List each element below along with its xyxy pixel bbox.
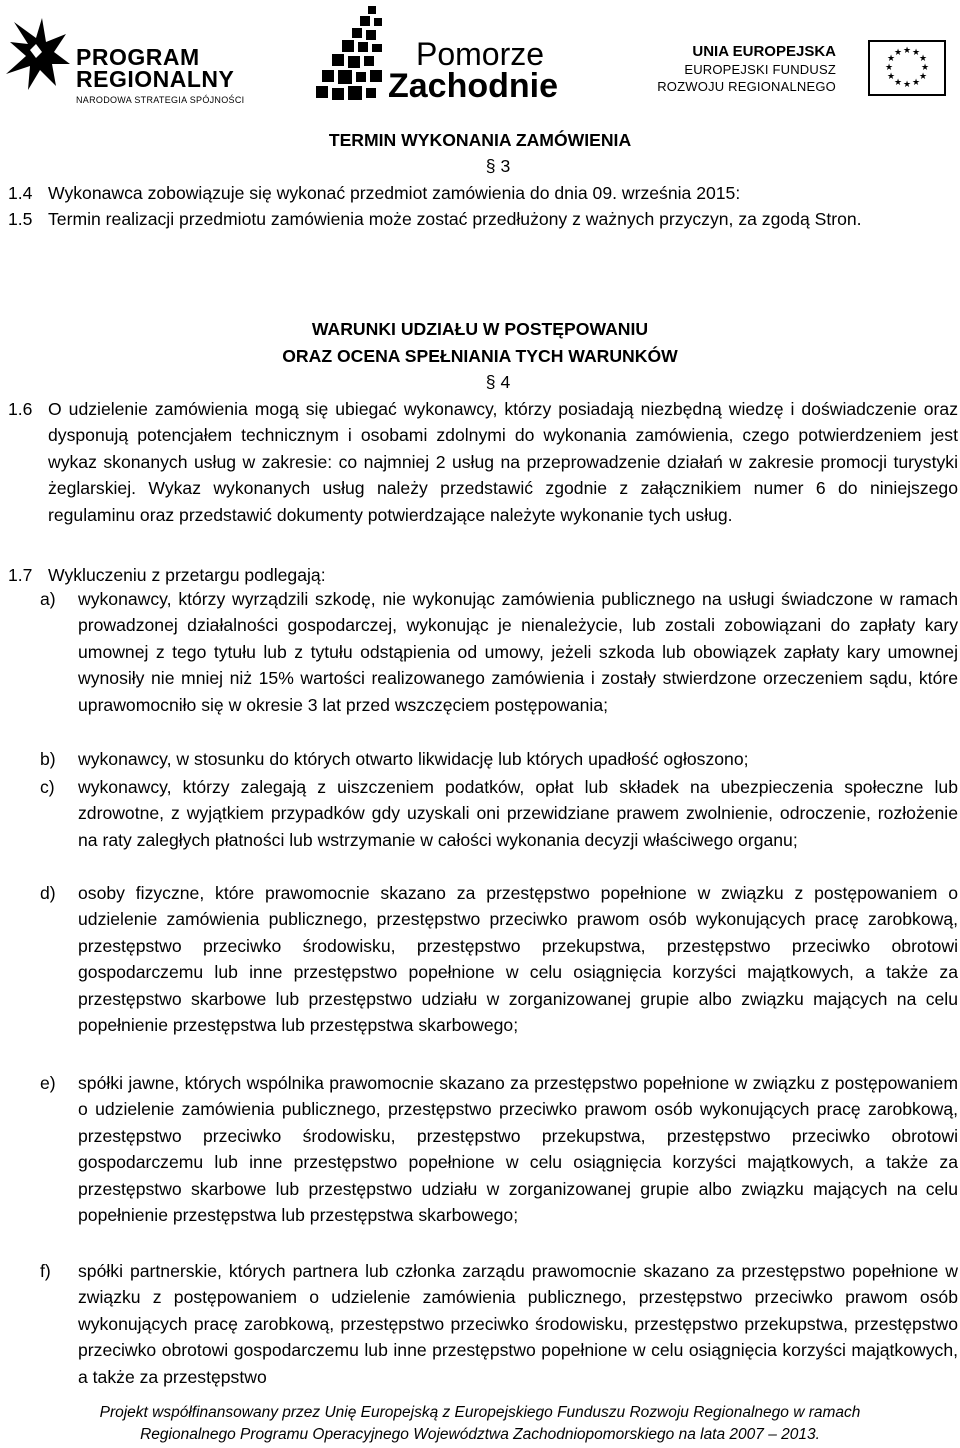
footer-line1: Projekt współfinansowany przez Unię Europejską z Europejskiego Funduszu Rozwoju Regionalnego w ramach bbox=[99, 1404, 861, 1421]
p15-text: Termin realizacji przedmiotu zamówienia może zostać przedłużony z ważnych przyczyn, za zgodą Stron. bbox=[48, 209, 862, 229]
svg-text:★: ★ bbox=[911, 78, 921, 88]
p14-text: Wykonawca zobowiązuje się wykonać przedmiot zamówienia do dnia 09. września 2015: bbox=[48, 183, 741, 203]
program-logo-subtitle: NARODOWA STRATEGIA SPÓJNOŚCI bbox=[76, 95, 245, 105]
program-regionalny-logo bbox=[6, 14, 266, 106]
svg-text:★: ★ bbox=[918, 72, 928, 82]
item-a-label: a) bbox=[40, 589, 56, 609]
p14-number: 1.4 bbox=[8, 183, 33, 203]
eu-logo-line1: UNIA EUROPEJSKA bbox=[692, 43, 836, 60]
pomorze-logo-line2: Zachodnie bbox=[388, 67, 559, 105]
item-c-label: c) bbox=[40, 777, 55, 797]
svg-text:★: ★ bbox=[893, 48, 903, 58]
item-d-text: osoby fizyczne, które prawomocnie skazano za przestępstwo popełnione w związku z postępowaniem o udzielenie zamówienia publicznego, przestępstwo przeciwko prawom osób wykonujących pracę zarobkową, przestępstwo przeciwko środowisku, przestępstwo przekupstwa, przestępstwo przeciwko obrotowi gospodarczemu lub inne przestępstwo popełnione w celu osiągnięcia korzyści majątkowych, a także za przestępstwo skarbowe lub przestępstwo udziału w zorganizowanej grupie albo związku mających na celu popełnienie przestępstwa lub przestępstwa skarbowego; bbox=[78, 883, 958, 1036]
eu-logo-line2: EUROPEJSKI FUNDUSZ bbox=[684, 62, 836, 77]
item-b-text: wykonawcy, w stosunku do których otwarto likwidację lub których upadłość ogłoszono; bbox=[78, 749, 749, 769]
item-e-label: e) bbox=[40, 1073, 56, 1093]
p15-number: 1.5 bbox=[8, 209, 33, 229]
p16-number: 1.6 bbox=[8, 399, 33, 419]
p16-text: O udzielenie zamówienia mogą się ubiegać wykonawcy, którzy posiadają niezbędną wiedzę i doświadczenie oraz dysponują potencjałem technicznym i osobami zdolnymi do wykonania zamówienia, czego potwierdzeniem jest wykaz skonanych usług w zakresie: co najmniej 2 usług na przeprowadzenie działań w zakresie promocji turystyki żeglarskiej. Wykaz wykonanych usług należy przedstawić zgodnie z załącznikiem numer 6 do niniejszego regulaminu oraz przedstawić dokumenty potwierdzające należyte wykonanie tych usług. bbox=[48, 399, 958, 525]
program-logo-line1: PROGRAM bbox=[76, 44, 200, 70]
svg-text:★: ★ bbox=[920, 63, 930, 73]
section3-number: § 3 bbox=[485, 156, 511, 176]
pomorze-logo-line1: Pomorze bbox=[416, 36, 545, 72]
item-f-text: spółki partnerskie, których partnera lub członka zarządu prawomocnie skazano za przestępstwo popełnione w związku z postępowaniem o udzielenie zamówienia publicznego, przestępstwo przeciwko prawom osób wykonujących pracę zarobkową, przestępstwo przeciwko środowisku, przestępstwo przekupstwa, przestępstwo przeciwko obrotowi gospodarczemu lub inne przestępstwo popełnione w celu osiągnięcia korzyści majątkowych, a także za przestępstwo bbox=[78, 1261, 958, 1387]
svg-text:★: ★ bbox=[886, 54, 896, 64]
p17-number: 1.7 bbox=[8, 565, 33, 585]
item-e-text: spółki jawne, których wspólnika prawomocnie skazano za przestępstwo popełnione w związku z postępowaniem o udzielenie zamówienia publicznego, przestępstwo przeciwko prawom osób wykonujących pracę zarobkową, przestępstwo przeciwko środowisku, przestępstwo przekupstwa, przestępstwo przeciwko obrotowi gospodarczemu lub inne przestępstwo popełnione w celu osiągnięcia korzyści majątkowych, a także za przestępstwo skarbowe lub przestępstwo udziału w zorganizowanej grupie albo związku mających na celu popełnienie przestępstwa lub przestępstwa skarbowego; bbox=[78, 1073, 958, 1226]
logo-bar bbox=[0, 0, 960, 112]
item-d-label: d) bbox=[40, 883, 56, 903]
section4-number: § 4 bbox=[485, 372, 511, 392]
eu-logo-line3: ROZWOJU REGIONALNEGO bbox=[657, 79, 836, 94]
svg-text:★: ★ bbox=[902, 80, 912, 90]
star-burst-icon bbox=[6, 14, 72, 106]
item-f-label: f) bbox=[40, 1261, 51, 1281]
svg-text:★: ★ bbox=[884, 63, 894, 73]
svg-text:★: ★ bbox=[893, 78, 903, 88]
pomorze-zachodnie-logo bbox=[312, 4, 572, 108]
eu-flag-icon bbox=[868, 40, 946, 96]
p17-text: Wykluczeniu z przetargu podlegają: bbox=[48, 565, 326, 585]
svg-text:★: ★ bbox=[911, 48, 921, 58]
svg-text:★: ★ bbox=[918, 54, 928, 64]
section4-heading-line1: WARUNKI UDZIAŁU W POSTĘPOWANIU bbox=[311, 319, 649, 339]
section4-heading-line2: ORAZ OCENA SPEŁNIANIA TYCH WARUNKÓW bbox=[282, 346, 678, 366]
eu-fund-logo bbox=[630, 40, 960, 100]
item-a-text: wykonawcy, którzy wyrządzili szkodę, nie wykonując zamówienia publicznego na usługi świadczone w ramach prowadzonej działalności gospodarczej, wykonując je nienależycie, lub zostali zobowiązani do zapłaty kary umownej z tego tytułu lub z tytułu odstąpienia od umowy, jeżeli szkoda lub obowiązek zapłaty kary umownej wynosiły nie mniej niż 15% wartości realizowanego zamówienia i zostały stwierdzone orzeczeniem sądu, które uprawomocniło się w okresie 3 lat przed wszczęciem postępowania; bbox=[78, 589, 958, 715]
svg-text:★: ★ bbox=[902, 46, 912, 56]
item-c-text: wykonawcy, którzy zalegają z uiszczeniem podatków, opłat lub składek na ubezpieczenia społeczne lub zdrowotne, z wyjątkiem przypadków gdy uzyskali oni przewidziane prawem zwolnienie, odroczenie, rozłożenie na raty zaległych płatności lub wstrzymanie w całości wykonania decyzji właściwego organu; bbox=[78, 777, 958, 850]
svg-text:★: ★ bbox=[886, 72, 896, 82]
program-logo-line2: REGIONALNY bbox=[76, 66, 235, 92]
footer-line2: Regionalnego Programu Operacyjnego Województwa Zachodniopomorskiego na lata 2007 – 2013. bbox=[140, 1426, 820, 1443]
section3-heading: TERMIN WYKONANIA ZAMÓWIENIA bbox=[328, 130, 632, 150]
item-b-label: b) bbox=[40, 749, 56, 769]
